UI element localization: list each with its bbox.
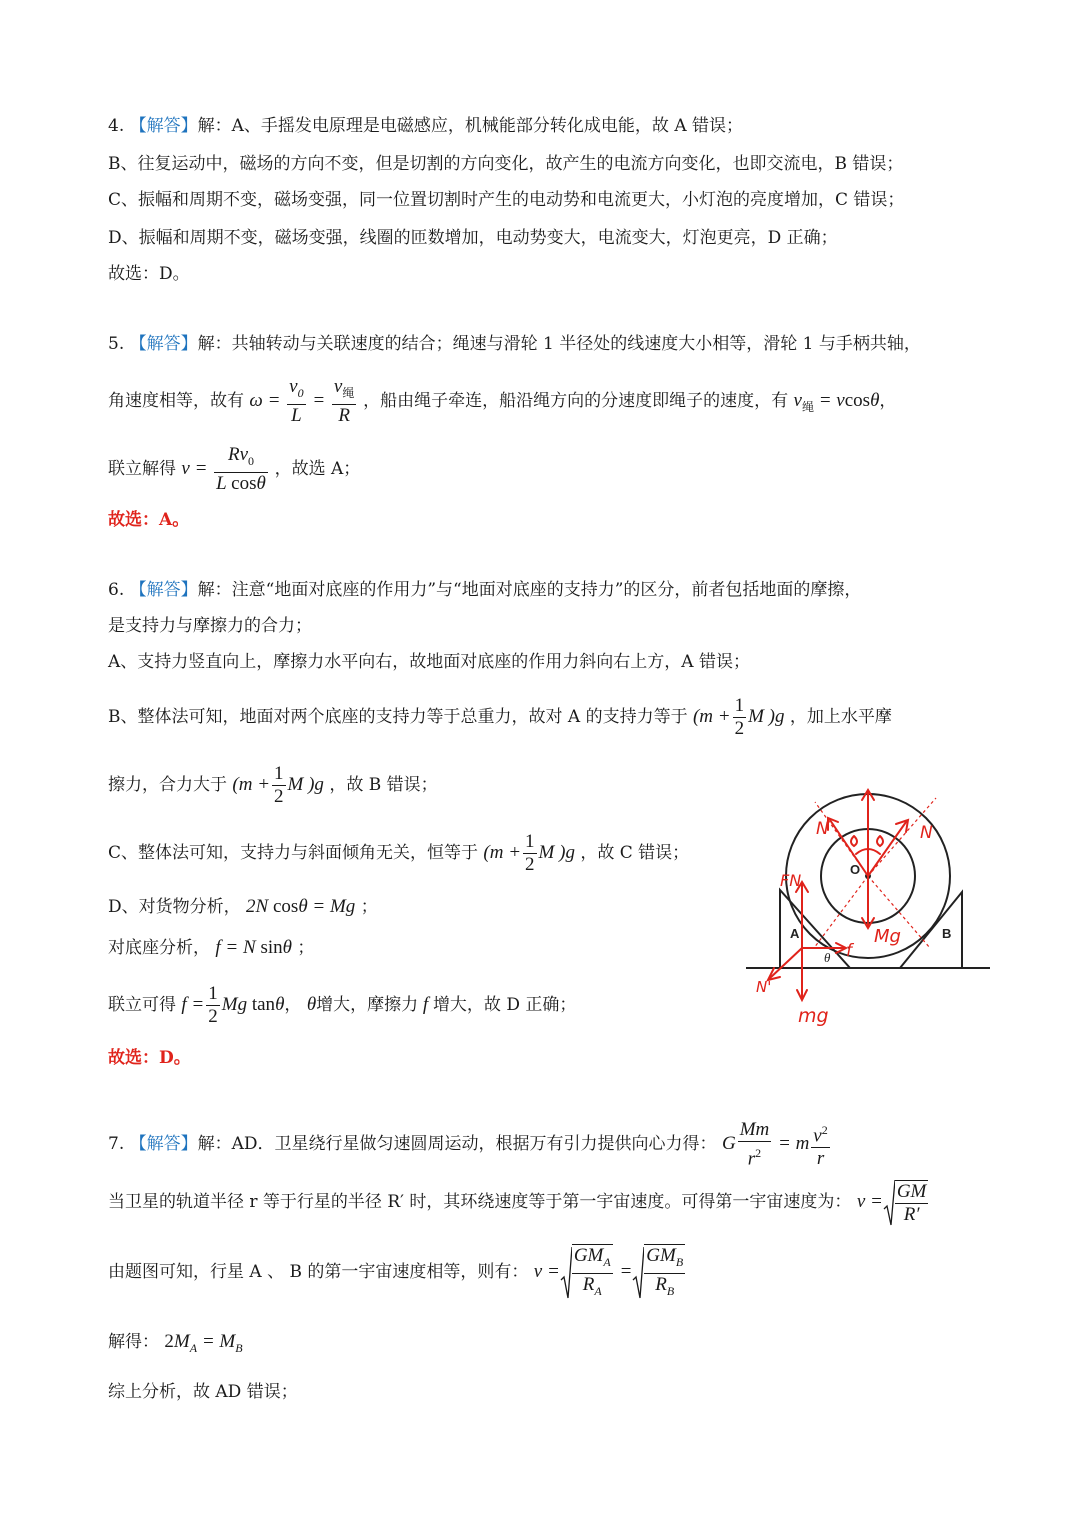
hand-n-right: N (920, 823, 933, 843)
q7-mass-result: $2M_A = M_B$ (164, 1331, 243, 1355)
q6-resultant-formula: (m + $\frac{1}{2}$ M )g (232, 763, 324, 808)
q4-intro: 解：A、手摇发电原理是电磁感应，机械能部分转化成电能，故 A 错误； (197, 116, 744, 136)
hand-mg2: mg (798, 1005, 829, 1027)
q6-friction-formula: f = N sinθ (215, 937, 292, 958)
q7-line-2: 当卫星的轨道半径 r 等于行星的半径 R′ 时，其环绕速度等于第一宇宙速度。可得第一宇宙速度为： v = $\frac{GM}{R'}$ (108, 1176, 930, 1229)
q4-option-b: B、往复运动中，磁场的方向不变，但是切割的方向变化，故产生的电流方向变化，也即交流电，B 错误； (108, 154, 904, 174)
q5-line-1 (108, 332, 921, 356)
hand-f: f (846, 941, 852, 961)
q6-combined: 联立可得 f = $\frac{1}{2}$ Mg tanθ， θ增大，摩擦力 f 增大，故 D 正确； (108, 983, 577, 1028)
q4-option-c: C、振幅和周期不变，磁场变强，同一位置切割时产生的电动势和电流更大，小灯泡的亮度增加，C 错误； (108, 190, 905, 210)
q6-constant-formula: (m + $\frac{1}{2}$ M )g (483, 831, 575, 876)
q5-l3-pre: 联立解得 (108, 458, 176, 479)
q6-option-b: B、整体法可知，地面对两个底座的支持力等于总重力，故对 A 的支持力等于 (m + $\frac{1}{2}$ M )g ，加上水平摩 (108, 695, 892, 740)
q6-support-formula: (m + $\frac{1}{2}$ M )g (692, 695, 785, 740)
q6-line-1 (108, 578, 861, 602)
q6-cargo-formula: 2N cosθ = Mg (246, 896, 356, 917)
q6-line-2: 是支持力与摩擦力的合力； (108, 616, 312, 636)
q5-tag: 【解答】 (129, 334, 198, 354)
q7-line-3: 由题图可知，行星 A 、 B 的第一宇宙速度相等，则有： v = $\frac{GM_A}{R_A}$ = $\frac{GM_B}{R_B}$ (108, 1244, 687, 1302)
q4-line-1 (108, 114, 743, 138)
q7-intro: 解：AD．卫星绕行星做匀速圆周运动，根据万有引力提供向心力得： (197, 1134, 717, 1154)
q7-line-5: 综上分析，故 AD 错误； (108, 1382, 298, 1402)
hand-n-left: N (816, 819, 829, 839)
q4-number: 4. (108, 116, 125, 136)
q5-l2-mid: ，船由绳子牵连，船沿绳方向的分速度即绳子的速度，有 (363, 390, 789, 411)
q6-intro: 解：注意“地面对底座的作用力”与“地面对底座的支持力”的区分，前者包括地面的摩擦， (197, 580, 862, 600)
q5-line-2: 角速度相等，故有 ω = $\frac{v_0}{L}$ = $\frac{v_绳}{R}$ ，船由绳子牵连，船沿绳方向的分速度即绳子的速度，有 $v_绳 = vcos\theta$， (108, 376, 897, 426)
q5-l2-pre: 角速度相等，故有 (108, 390, 244, 411)
q6-tag: 【解答】 (129, 580, 198, 600)
q7-line-1 (108, 1118, 832, 1170)
q6-base-analysis: 对底座分析， f = N sinθ ； (108, 937, 315, 958)
q7-first-cosmic-formula: v = $\frac{GM}{R'}$ (856, 1181, 927, 1226)
q4-tag: 【解答】 (129, 116, 198, 136)
label-b: B (942, 926, 952, 941)
q5-omega-formula: ω = $\frac{v_0}{L}$ = $\frac{v_绳}{R}$ (249, 376, 355, 426)
q5-l3-end: ，故选 A； (274, 458, 361, 479)
q6-option-d: D、对货物分析， 2N cosθ = Mg ； (108, 896, 378, 917)
force-diagram (740, 778, 996, 1040)
label-a: A (790, 926, 800, 941)
hand-n1: N' (756, 978, 772, 996)
q5-number: 5. (108, 334, 125, 354)
q7-number: 7. (108, 1134, 125, 1154)
q5-line-3 (108, 444, 360, 495)
q5-v-formula: v = $\frac{Rv_0}{\text{L cosθ}}$ (181, 444, 266, 494)
q4-option-d: D、振幅和周期不变，磁场变强，线圈的匝数增加，电动势变大，电流变大，灯泡更亮，D 正确； (108, 228, 838, 248)
hand-mg: Mg (874, 926, 901, 947)
q7-gravity-formula: G $\frac{Mm}{r^2}$ = m $\frac{v^2}{r}$ (721, 1118, 828, 1170)
svg-text:θ: θ (824, 950, 831, 965)
q6-number: 6. (108, 580, 125, 600)
q6-option-a: A、支持力竖直向上，摩擦力水平向右，故地面对底座的作用力斜向右上方，A 错误； (108, 652, 750, 672)
hand-fn: FN (780, 871, 802, 890)
q5-rope-formula: $v_绳 = vcos\theta$ (793, 389, 880, 414)
q6-option-b-cont: 擦力，合力大于 (m + $\frac{1}{2}$ M )g ，故 B 错误； (108, 763, 438, 808)
q6-answer: 故选：D。 (108, 1048, 191, 1068)
q5-intro: 解：共轴转动与关联速度的结合；绳速与滑轮 1 半径处的线速度大小相等，滑轮 1 与手柄共轴， (197, 334, 921, 354)
label-o: O (850, 862, 861, 877)
q6-option-c: C、整体法可知，支持力与斜面倾角无关，恒等于 (m + $\frac{1}{2}$ M )g ，故 C 错误； (108, 831, 690, 876)
q4-answer: 故选：D。 (108, 264, 190, 284)
q6-final-formula: f = $\frac{1}{2}$ Mg tanθ (181, 983, 285, 1028)
q7-equal-speed-formula: v = $\frac{GM_A}{R_A}$ = $\frac{GM_B}{R_B}$ (534, 1261, 687, 1282)
q5-answer: 故选：A。 (108, 510, 190, 530)
q7-line-4: 解得： $2M_A = M_B$ (108, 1331, 243, 1355)
q7-tag: 【解答】 (129, 1134, 198, 1154)
